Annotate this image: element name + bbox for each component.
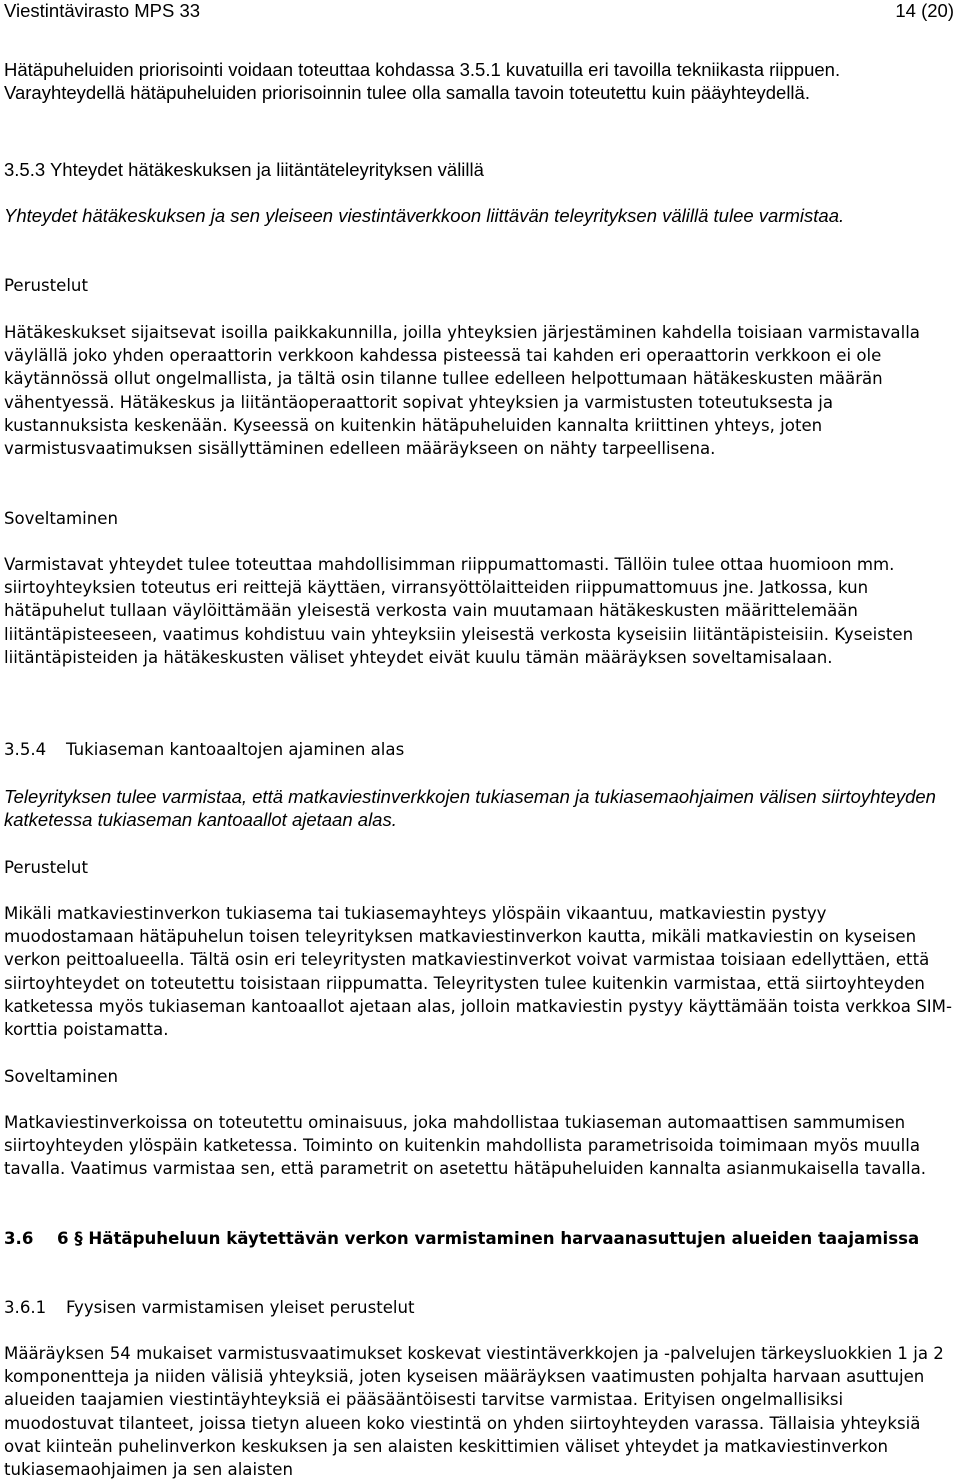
- perustelut-paragraph: Hätäkeskukset sijaitsevat isoilla paikkakunnilla, joilla yhteyksien järjestäminen kahdella toisiaan varmistavalla väylällä joko yhden operaattorin verkkoon kahdessa pisteessä tai kahden eri operaattorin verkkoon ei ole käytännössä ollut ongelmallista, ja tältä osin tilanne tullee edelleen helpottumaan hätäkeskusten määrän vähentyessä. Hätäkeskus ja liitäntäoperaattorit sopivat yhteyksien ja varmistusten toteutuksesta ja kustannuksista keskenään. Kyseessä on kuitenkin hätäpuheluiden kannalta kriittinen yhteys, joten varmistusvaatimuksen sisällyttäminen edelleen määräykseen on nähty tarpeellisena.: [4, 323, 920, 459]
- section-title: 6 § Hätäpuheluun käytettävän verkon varmistaminen harvaanasuttujen alueiden taajamissa: [57, 1229, 920, 1248]
- section-heading-3-5-3: [4, 159, 954, 182]
- requirement-text: Teleyrityksen tulee varmistaa, että matkaviestinverkkojen tukiaseman ja tukiasemaohjaimen välisen siirtoyhteyden katketessa tukiaseman kantoaallot ajetaan alas.: [4, 786, 936, 830]
- perustelut-heading: Perustelut: [4, 276, 88, 295]
- requirement-text: Yhteydet hätäkeskuksen ja sen yleiseen viestintäverkkoon liittävän teleyrityksen välillä tulee varmistaa.: [4, 205, 845, 226]
- perustelut-paragraph: Mikäli matkaviestinverkon tukiasema tai tukiasemayhteys ylöspäin vikaantuu, matkaviestin pystyy muodostamaan hätäpuhelun toisen teleyrityksen matkaviestinverkon kautta, mikäli matkaviestin on kyseisen verkon peittoalueella. Tältä osin eri teleyritysten matkaviestinverkot voivat varmistaa toisiaan edellyttäen, että siirtoyhteydet on toteutettu toisistaan riippumatta. Teleyritysten tulee kuitenkin varmistaa, että siirtoyhteyden katketessa myös tukiaseman kantoaallot ajetaan alas, jolloin matkaviestin pystyy käyttämään toista verkkoa SIM-korttia poistamatta.: [4, 904, 952, 1040]
- page-number: 14 (20): [895, 0, 954, 21]
- intro-paragraph: Hätäpuheluiden priorisointi voidaan toteuttaa kohdassa 3.5.1 kuvatuilla eri tavoilla tekniikasta riippuen. Varayhteydellä hätäpuheluiden priorisoinnin tulee olla samalla tavoin toteutettu kuin pääyhteydellä.: [4, 59, 841, 103]
- page-header: [4, 0, 954, 28]
- section-number: 3.6: [4, 1229, 34, 1248]
- section-title: Yhteydet hätäkeskuksen ja liitäntäteleyrityksen välillä: [49, 159, 484, 180]
- soveltaminen-heading: Soveltaminen: [4, 509, 119, 528]
- section-number: 3.5.4: [4, 740, 47, 759]
- section-heading-3-6-1: [4, 1296, 954, 1319]
- section-heading-3-6: [4, 1227, 954, 1275]
- soveltaminen-paragraph: Matkaviestinverkoissa on toteutettu ominaisuus, joka mahdollistaa tukiaseman automaattisen sammumisen siirtoyhteyden ylöspäin katketessa. Toiminto on kuitenkin mahdollista parametrisoida toimimaan myös muulla tavalla. Vaatimus varmistaa sen, että parametrit on asetettu hätäpuheluiden kannalta asianmukaisella tavalla.: [4, 1113, 927, 1179]
- section-heading-3-5-4: [4, 738, 954, 761]
- body-paragraph: Määräyksen 54 mukaiset varmistusvaatimukset koskevat viestintäverkkojen ja -palvelujen tärkeysluokkien 1 ja 2 komponentteja ja niiden välisiä yhteyksiä, joten kyseisen määräyksen vaatimusten pohjalta harvaan asuttujen alueiden taajamien viestintäyhteyksiä ei pääsääntöisesti tarvitse varmistaa. Erityisen ongelmallisiksi muodostuvat tilanteet, joissa tietyn alueen koko viestintä on yhden siirtoyhteyden varassa. Tällaisia yhteyksiä ovat kiinteän puhelinverkon keskuksen ja sen alaisten keskittimien väliset yhteydet ja matkaviestinverkon tukiasemaohjaimen ja sen alaisten: [4, 1344, 944, 1480]
- perustelut-heading: Perustelut: [4, 858, 88, 877]
- section-title: Fyysisen varmistamisen yleiset perustelut: [66, 1298, 415, 1317]
- section-number: 3.6.1: [4, 1298, 47, 1317]
- section-title: Tukiaseman kantoaaltojen ajaminen alas: [66, 740, 405, 759]
- soveltaminen-heading: Soveltaminen: [4, 1067, 119, 1086]
- section-number: 3.5.3: [4, 159, 46, 180]
- publisher-label: Viestintävirasto MPS 33: [4, 0, 201, 21]
- soveltaminen-paragraph: Varmistavat yhteydet tulee toteuttaa mahdollisimman riippumattomasti. Tällöin tulee ottaa huomioon mm. siirtoyhteyksien toteutus eri reittejä käyttäen, virransyöttölaitteiden riippumattomuus jne. Jatkossa, kun hätäpuhelut tullaan väylöittämään yleisestä verkosta vain muutamaan hätäkeskusten määrittelemään liitäntäpisteeseen, vaatimus kohdistuu vain yhteyksiin yleisestä verkosta kyseisiin liitäntäpisteisiin. Kyseisten liitäntäpisteiden ja hätäkeskusten väliset yhteydet eivät kuulu tämän määräyksen soveltamisalaan.: [4, 555, 914, 667]
